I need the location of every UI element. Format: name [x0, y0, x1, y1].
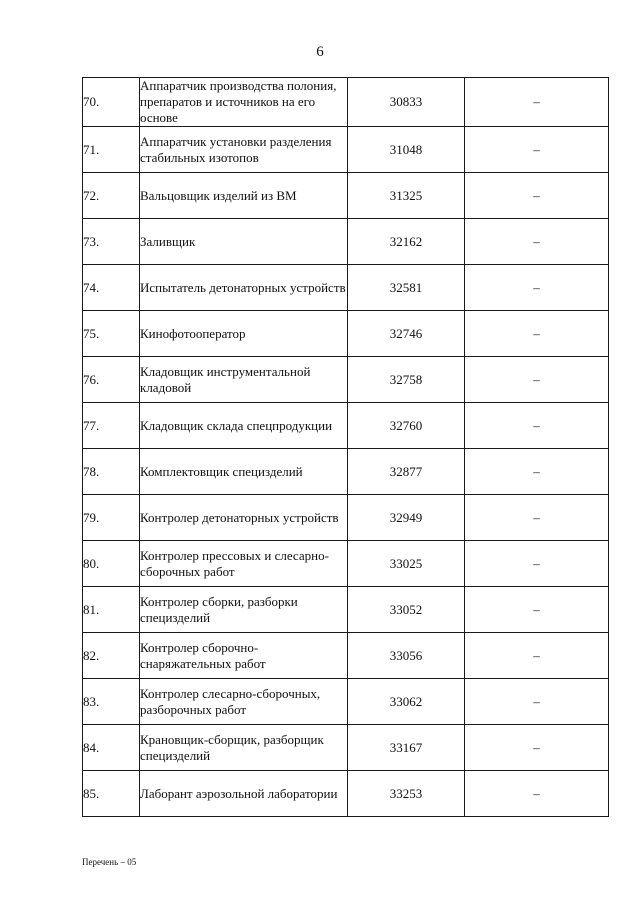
profession-name-cell: Кладовщик склада спецпродукции — [140, 403, 348, 449]
extra-cell: – — [465, 78, 609, 127]
profession-name-cell: Контролер слесарно-сборочных, разборочных работ — [140, 679, 348, 725]
profession-name-cell: Аппаратчик производства полония, препаратов и источников на его основе — [140, 78, 348, 127]
row-number-cell: 85. — [83, 771, 140, 817]
profession-name-cell: Испытатель детонаторных устройств — [140, 265, 348, 311]
extra-cell: – — [465, 357, 609, 403]
row-number-cell: 82. — [83, 633, 140, 679]
profession-name-cell: Контролер прессовых и слесарно-сборочных работ — [140, 541, 348, 587]
row-number-cell: 70. — [83, 78, 140, 127]
row-number-cell: 79. — [83, 495, 140, 541]
profession-name-cell: Аппаратчик установки разделения стабильных изотопов — [140, 127, 348, 173]
table-row — [83, 219, 609, 265]
profession-name-cell: Лаборант аэрозольной лаборатории — [140, 771, 348, 817]
table-row — [83, 587, 609, 633]
profession-code-cell: 33253 — [348, 771, 465, 817]
extra-cell: – — [465, 265, 609, 311]
profession-code-cell: 32949 — [348, 495, 465, 541]
table-row — [83, 265, 609, 311]
row-number-cell: 74. — [83, 265, 140, 311]
row-number-cell: 71. — [83, 127, 140, 173]
row-number-cell: 76. — [83, 357, 140, 403]
extra-cell: – — [465, 219, 609, 265]
row-number-cell: 73. — [83, 219, 140, 265]
profession-name-cell: Контролер детонаторных устройств — [140, 495, 348, 541]
extra-cell: – — [465, 541, 609, 587]
row-number-cell: 83. — [83, 679, 140, 725]
extra-cell: – — [465, 633, 609, 679]
extra-cell: – — [465, 403, 609, 449]
extra-cell: – — [465, 311, 609, 357]
profession-code-cell: 33167 — [348, 725, 465, 771]
extra-cell: – — [465, 127, 609, 173]
extra-cell: – — [465, 725, 609, 771]
row-number-cell: 81. — [83, 587, 140, 633]
row-number-cell: 84. — [83, 725, 140, 771]
profession-name-cell: Кинофотооператор — [140, 311, 348, 357]
profession-code-cell: 33056 — [348, 633, 465, 679]
table-row — [83, 78, 609, 127]
row-number-cell: 80. — [83, 541, 140, 587]
profession-name-cell: Контролер сборки, разборки специзделий — [140, 587, 348, 633]
table-row — [83, 127, 609, 173]
table-row — [83, 541, 609, 587]
profession-name-cell: Крановщик-сборщик, разборщик специзделий — [140, 725, 348, 771]
profession-code-cell: 32760 — [348, 403, 465, 449]
table-row — [83, 771, 609, 817]
extra-cell: – — [465, 495, 609, 541]
profession-name-cell: Заливщик — [140, 219, 348, 265]
profession-code-cell: 31325 — [348, 173, 465, 219]
page-number: 6 — [316, 44, 324, 60]
row-number-cell: 72. — [83, 173, 140, 219]
profession-name-cell: Контролер сборочно-снаряжательных работ — [140, 633, 348, 679]
profession-code-cell: 33025 — [348, 541, 465, 587]
row-number-cell: 77. — [83, 403, 140, 449]
extra-cell: – — [465, 771, 609, 817]
table-row — [83, 403, 609, 449]
table-row — [83, 449, 609, 495]
profession-name-cell: Комплектовщик специзделий — [140, 449, 348, 495]
profession-code-cell: 32581 — [348, 265, 465, 311]
professions-table — [82, 77, 609, 817]
table-row — [83, 173, 609, 219]
footer-note: Перечень – 05 — [82, 857, 137, 867]
table-row — [83, 725, 609, 771]
profession-code-cell: 33062 — [348, 679, 465, 725]
table-row — [83, 633, 609, 679]
profession-code-cell: 31048 — [348, 127, 465, 173]
table-row — [83, 679, 609, 725]
table-row — [83, 357, 609, 403]
table-row — [83, 311, 609, 357]
profession-name-cell: Кладовщик инструментальной кладовой — [140, 357, 348, 403]
profession-code-cell: 32877 — [348, 449, 465, 495]
profession-code-cell: 32758 — [348, 357, 465, 403]
extra-cell: – — [465, 587, 609, 633]
profession-code-cell: 30833 — [348, 78, 465, 127]
profession-name-cell: Вальцовщик изделий из ВМ — [140, 173, 348, 219]
row-number-cell: 78. — [83, 449, 140, 495]
profession-code-cell: 32746 — [348, 311, 465, 357]
extra-cell: – — [465, 449, 609, 495]
table-row — [83, 495, 609, 541]
extra-cell: – — [465, 679, 609, 725]
row-number-cell: 75. — [83, 311, 140, 357]
profession-code-cell: 32162 — [348, 219, 465, 265]
extra-cell: – — [465, 173, 609, 219]
profession-code-cell: 33052 — [348, 587, 465, 633]
